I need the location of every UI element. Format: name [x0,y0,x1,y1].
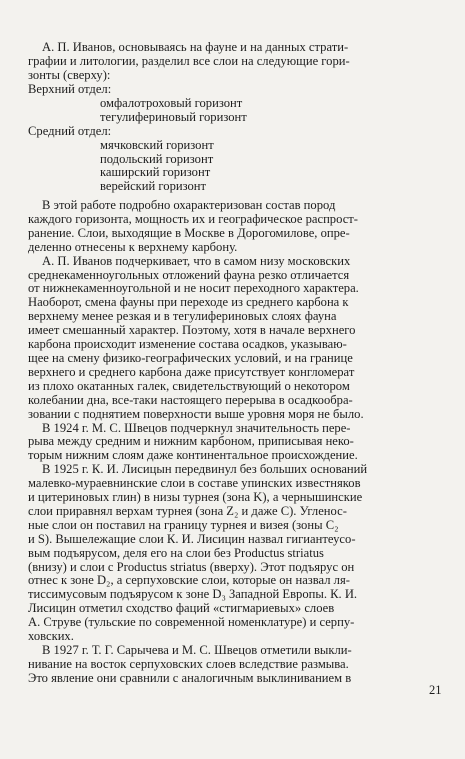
text-line: В этой работе подробно охарактеризован состав пород [42,198,336,212]
horizon-item: каширский горизонт [100,165,211,180]
text-line: торым нижним слоям даже континентальное происхождение. [28,448,358,463]
horizon-item: омфалотроховый горизонт [100,95,243,110]
text-line: А. Струве (тульские по современной номенклатуре) и серпу- [28,615,355,630]
text-line: рыва между средним и нижним карбоном, приписывая неко- [28,434,354,449]
text-line: Это явление они сравнили с аналогичным выклиниванием в [28,670,352,685]
text-line: малевко-мураевнинские слои в составе упинских известняков [28,476,361,491]
horizon-item: подольский горизонт [100,151,214,166]
horizon-item: тегулифериновый горизонт [100,109,247,124]
page-number: 21 [429,683,442,697]
text-line: В 1924 г. М. С. Швецов подчеркнул значительность пере- [42,420,351,435]
text-line: нивание на восток серпуховских слоев вследствие размыва. [28,656,349,671]
text-line: колебании дна, все-таки настоящего перерыва в осадкообра- [28,392,353,407]
upper-section-label: Верхний отдел: [28,82,112,96]
text-line: (внизу) и слои с Productus striatus (вверху). Этот подъярус он [28,559,355,574]
text-line: каждого горизонта, мощность их и географическое распрост- [28,211,359,226]
text-line: зовании с поднятием поверхности выше уровня моря не было. [28,406,364,421]
text-line: щее на смену физико-географических условий, и на границе [28,350,353,365]
body-text [28,199,446,686]
horizon-item: мячковский горизонт [100,137,214,152]
text-line: зонты (сверху): [28,67,111,82]
text-line: деленно отнесены к верхнему карбону. [28,239,238,254]
text-line: карбона происходит изменение состава осадков, указываю- [28,337,347,352]
text-line: А. П. Иванов, основываясь на фауне и на данных страти- [42,40,349,54]
text-line: верхнему менее резкая и в тегулифериновых слоях фауна [28,309,337,324]
text-line: верхнего и среднего карбона даже присутствует конгломерат [28,364,355,379]
horizon-item: верейский горизонт [100,179,207,194]
text-line: А. П. Иванов подчеркивает, что в самом низу московских [42,253,351,268]
text-line: Лисицин отметил сходство фаций «стигмариевых» слоев [28,601,335,616]
middle-section-label: Средний отдел: [28,123,112,138]
text-line: В 1925 г. К. И. Лисицын передвинул без больших оснований [42,462,368,477]
text-line: от нижнекаменноугольной и не носит переходного характера. [28,281,359,296]
text-line: графии и литологии, разделил все слои на следующие гори- [28,53,350,68]
text-line: и цитериновых глин) в низы турнея (зона K), а чернышинские [28,490,363,505]
text-line: ранение. Слои, выходящие в Москве в Дорогомилове, опре- [28,225,350,240]
text-line: из плохо окатанных галек, свидетельствующий о некотором [28,378,350,393]
text-line: и S). Вышележащие слои К. И. Лисицин назвал гигиантеусо- [28,531,356,546]
text-line: ховских. [28,629,74,644]
text-line: отнес к зоне D₂, а серпуховские слои, которые он назвал ля- [28,573,350,588]
text-line: слои приравнял верхам турнея (зона Z₂ и даже C). Угленос- [28,503,347,518]
text-line: имеет смешанный характер. Поэтому, хотя в начале верхнего [28,323,356,338]
text-line: В 1927 г. Т. Г. Сарычева и М. С. Швецов отметили выкли- [42,643,352,657]
text-line: Наоборот, смена фауны при переходе из среднего карбона к [28,295,349,310]
horizon-list [28,83,446,194]
intro-paragraph [28,41,446,83]
text-line: среднекаменноугольных отложений фауна резко отличается [28,267,350,282]
text-line: ные слои он поставил на границу турнея и визея (зоны C₂ [28,517,339,532]
text-line: вым подъярусом, деля его на слои без Productus striatus [28,545,324,560]
text-line: тиссимусовым подъярусом к зоне D₃ Западной Европы. К. И. [28,587,358,602]
